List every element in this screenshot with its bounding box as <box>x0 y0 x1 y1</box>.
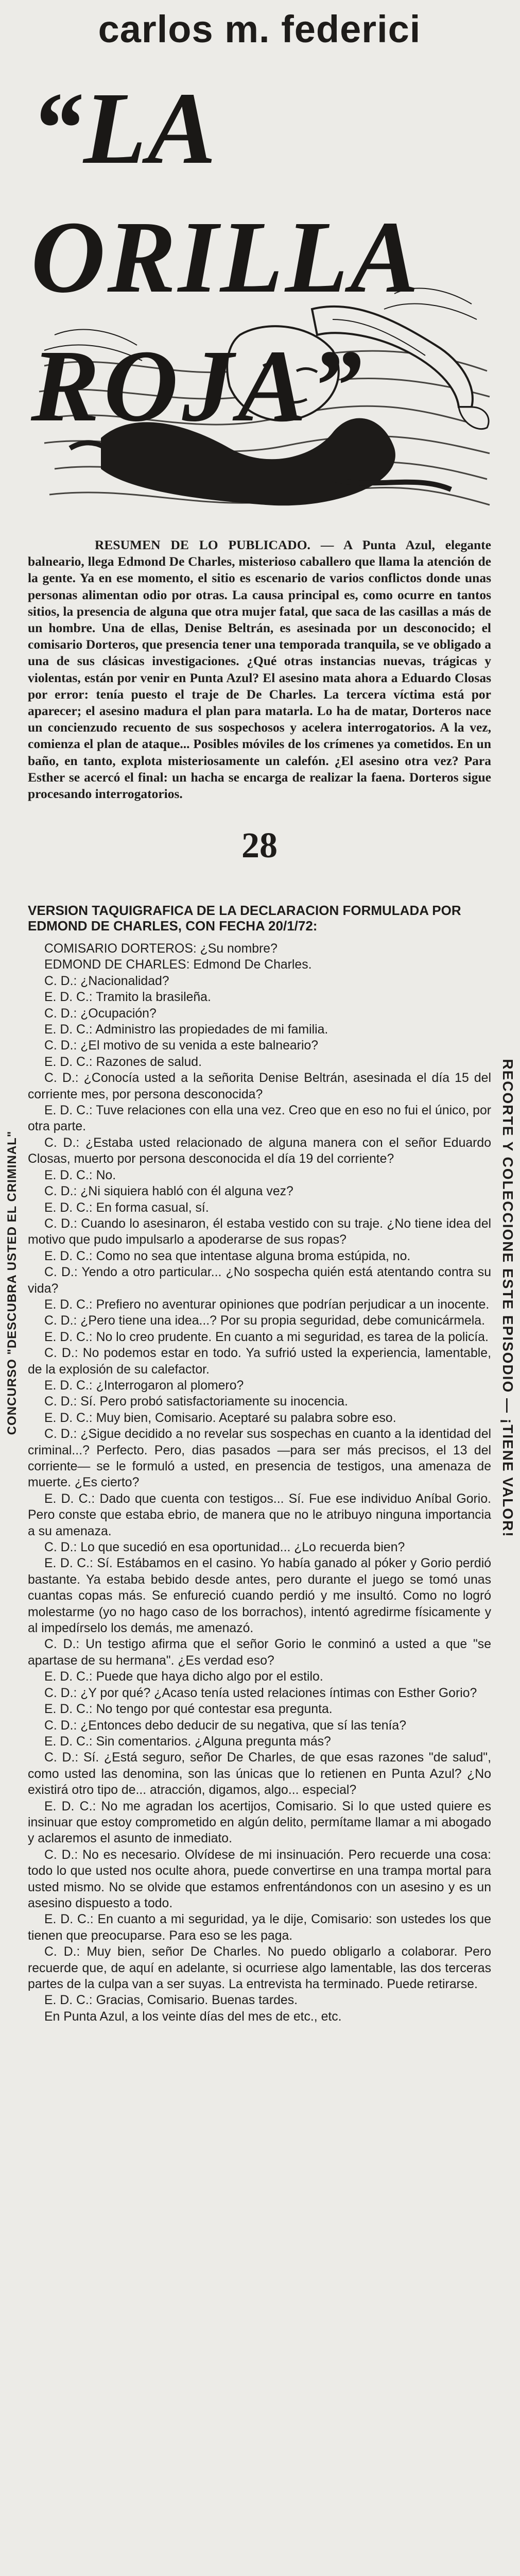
transcript-paragraph: C. D.: Lo que sucedió en esa oportunidad... ¿Lo recuerda bien? <box>44 1540 405 1555</box>
serial-title <box>31 72 484 479</box>
transcript-paragraph: E. D. C.: Tramito la brasileña. <box>44 990 211 1005</box>
transcript-paragraph: En Punta Azul, a los veinte días del mes de etc., etc. <box>44 2009 342 2024</box>
transcript-paragraph: C. D.: Cuando lo asesinaron, él estaba vestido con su traje. ¿No tiene idea del motivo que pudo impulsarlo a apoderarse de sus ropas? <box>28 1216 491 1247</box>
transcript-paragraph: C. D.: Un testigo afirma que el señor Gorio le conminó a usted a que "se apartase de su hermana". ¿Es verdad eso? <box>28 1637 491 1668</box>
transcript-paragraph: E. D. C.: Tuve relaciones con ella una vez. Creo que en eso no fui el único, por otra parte. <box>28 1104 491 1134</box>
collect-side-label <box>497 943 518 1654</box>
transcript-paragraph: E. D. C.: No me agradan los acertijos, Comisario. Si lo que usted quiere es insinuar que estoy comprometido en algún delito, permítame llamar a mi abogado y aclaremos el asunto de inmediato. <box>28 1799 491 1846</box>
transcript-body <box>28 941 491 2025</box>
title-line-1: “LA <box>31 72 217 185</box>
transcript-paragraph: C. D.: ¿Estaba usted relacionado de alguna manera con el señor Eduardo Closas, muerto por persona desconocida el día 19 del corriente? <box>28 1136 491 1166</box>
transcript-paragraph: E. D. C.: Administro las propiedades de mi familia. <box>44 1023 328 1037</box>
transcript-paragraph: E. D. C.: Puede que haya dicho algo por el estilo. <box>44 1670 323 1684</box>
transcript-paragraph: C. D.: Yendo a otro particular... ¿No sospecha quién está atentando contra su vida? <box>28 1265 491 1296</box>
transcript-paragraph: C. D.: ¿Nacionalidad? <box>44 974 169 988</box>
transcript-paragraph: C. D.: Sí. ¿Está seguro, señor De Charles, de que esas razones "de salud", como usted las denomina, son las únicas que lo retienen en Punta Azul? ¿No existirá otro tipo de... atracción, digamos, algo... especial? <box>28 1751 491 1798</box>
transcript-paragraph: E. D. C.: En forma casual, sí. <box>44 1200 209 1215</box>
transcript-paragraph: E. D. C.: No. <box>44 1168 116 1182</box>
transcript-paragraph: C. D.: ¿Entonces debo deducir de su negativa, que sí las tenía? <box>44 1718 407 1733</box>
transcript-paragraph: COMISARIO DORTEROS: ¿Su nombre? <box>44 942 278 956</box>
transcript-heading: VERSION TAQUIGRAFICA DE LA DECLARACION FORMULADA POR EDMOND DE CHARLES, CON FECHA 20/1/72: <box>28 903 461 934</box>
story-summary: RESUMEN DE LO PUBLICADO. — A Punta Azul, elegante balneario, llega Edmond De Charles, misterioso caballero que llama la atención de la gente. Ya en ese momento, el sitio es escenario de varios conflictos donde unas personas alimentan odio por otras. La causa principal es, como ocurre en tantos sitios, la presencia de alguna que otra mujer fatal, que saca de las casillas a más de un hombre. Una de ellas, Denise Beltrán, es asesinada por un desconocido; el comisario Dorteros, que presencia tener una temporada tranquila, se ve obligado a una de sus clásicas investigaciones. ¿Qué otras instancias nuevas, trágicas y violentas, están por venir en Punta Azul? El asesino mata ahora a Eduardo Closas por error: tenía puesto el traje de De Charles. La tercera víctima está por aparecer; el asesino madura el plan para matarla. Lo ha de matar, Dorteros nace un concienzudo recuento de sus sospechosos y acelera interrogatorios. A la vez, comienza el plan de ataque... Posibles móviles de los crímenes ya cometidos. En un baño, en tanto, explota misteriosamente un calefón. ¿El asesino otra vez? Para Esther se acercó el final: un hacha se encarga de realizar la faena. Dorteros sigue procesando interrogatorios. <box>28 537 491 802</box>
transcript-paragraph: E. D. C.: Sin comentarios. ¿Alguna pregunta más? <box>44 1734 331 1749</box>
collect-side-text: RECORTE Y COLECCIONE ESTE EPISODIO — ¡TIENE VALOR! <box>500 1059 516 1538</box>
transcript-paragraph: E. D. C.: Gracias, Comisario. Buenas tardes. <box>44 1993 298 2008</box>
contest-side-text: CONCURSO "DESCUBRA USTED EL CRIMINAL" <box>5 1130 19 1435</box>
author-name: carlos m. federici <box>98 8 421 50</box>
transcript-paragraph: C. D.: ¿Sigue decidido a no revelar sus sospechas en cuanto a la identidad del criminal...? Perfecto. Pero, dias pasados —para ser más precisos, el 13 del corriente— se le formuló a usted, en presencia de testigos, una amenaza de muerte. ¿Es cierto? <box>28 1427 491 1490</box>
transcript-paragraph: E. D. C.: Muy bien, Comisario. Aceptaré su palabra sobre eso. <box>44 1411 396 1425</box>
transcript-paragraph: E. D. C.: Prefiero no aventurar opiniones que podrían perjudicar a un inocente. <box>44 1297 490 1312</box>
transcript-paragraph: C. D.: ¿El motivo de su venida a este balneario? <box>44 1039 319 1053</box>
transcript-paragraph: E. D. C.: En cuanto a mi seguridad, ya le dije, Comisario: son ustedes los que tienen que preocuparse. Para eso se les paga. <box>28 1912 491 1943</box>
transcript-paragraph: E. D. C.: Como no sea que intentase alguna broma estúpida, no. <box>44 1249 411 1263</box>
title-line-2: ORILLA <box>31 200 421 314</box>
transcript-paragraph: E. D. C.: Razones de salud. <box>44 1055 202 1069</box>
transcript-paragraph: C. D.: ¿Conocía usted a la señorita Denise Beltrán, asesinada el día 15 del corriente mes, por persona desconocida? <box>28 1071 491 1101</box>
transcript-paragraph: C. D.: Muy bien, señor De Charles. No puedo obligarlo a colaborar. Pero recuerde que, de aquí en adelante, si ocurriese algo lamentable, las dos terceras partes de la culpa van a ser suyas. La entrevista ha terminado. Puede retirarse. <box>28 1945 491 1991</box>
episode-number: 28 <box>241 826 278 866</box>
transcript-paragraph: C. D.: No podemos estar en todo. Ya sufrió usted la experiencia, lamentable, de la explosión de su calefactor. <box>28 1346 491 1377</box>
transcript-paragraph: C. D.: No es necesario. Olvídese de mi insinuación. Pero recuerde una cosa: todo lo que usted nos oculte ahora, puede convertirse en una trampa mortal para usted mismo. No se olvide que estamos enfrentándonos con un asesino y es un asesino dispuesto a todo. <box>28 1848 491 1910</box>
contest-side-label <box>2 943 23 1623</box>
transcript-paragraph: C. D.: ¿Y por qué? ¿Acaso tenía usted relaciones íntimas con Esther Gorio? <box>44 1686 477 1700</box>
transcript-paragraph: C. D.: ¿Ni siquiera habló con él alguna vez? <box>44 1184 293 1199</box>
transcript-paragraph: C. D.: Sí. Pero probó satisfactoriamente su inocencia. <box>44 1395 348 1409</box>
transcript-paragraph: EDMOND DE CHARLES: Edmond De Charles. <box>44 958 312 972</box>
transcript-paragraph: E. D. C.: No lo creo prudente. En cuanto a mi seguridad, es tarea de la policía. <box>44 1330 489 1344</box>
transcript-paragraph: E. D. C.: Dado que cuenta con testigos... Sí. Fue ese individuo Aníbal Gorio. Pero conste que estaba ebrio, de manera que no le atribuyo ninguna importancia a su amenaza. <box>28 1492 491 1538</box>
transcript-paragraph: E. D. C.: Sí. Estábamos en el casino. Yo había ganado al póker y Gorio perdió bastante. Ya estaba bebido desde antes, pero durante el juego se tomó unas cuantas copas más. Se enfureció cuando perdió y me insultó. Como no logró molestarme (yo no hago caso de los borrachos), intentó agredirme físicamente y al impedírselo los demás, me amenazó. <box>28 1556 491 1636</box>
transcript-paragraph: E. D. C.: No tengo por qué contestar esa pregunta. <box>44 1702 333 1717</box>
article-column <box>24 0 495 2576</box>
transcript-paragraph: C. D.: ¿Ocupación? <box>44 1006 157 1021</box>
title-line-3: ROJA” <box>31 329 367 443</box>
transcript-paragraph: C. D.: ¿Pero tiene una idea...? Por su propia seguridad, debe comunicármela. <box>44 1314 485 1328</box>
transcript-paragraph: E. D. C.: ¿Interrogaron al plomero? <box>44 1378 244 1393</box>
